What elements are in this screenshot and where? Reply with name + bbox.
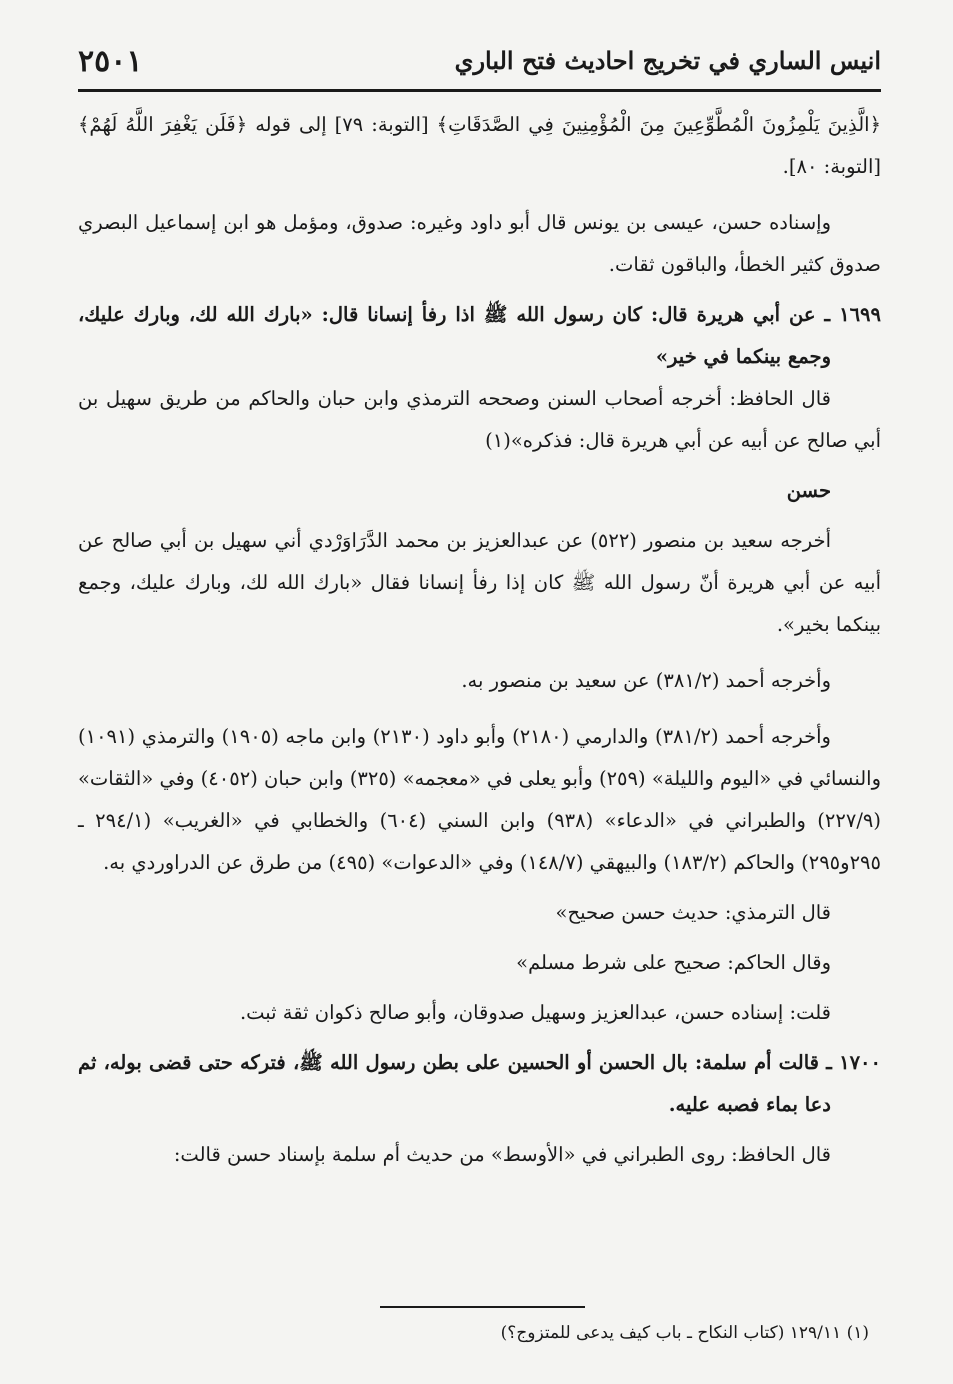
author-verdict: قلت: إسناده حسن، عبدالعزيز وسهيل صدوقان، وأبو صالح ذكوان ثقة ثبت.	[239, 1001, 831, 1024]
tirmidhi-verdict: قال الترمذي: حديث حسن صحيح»	[555, 901, 831, 924]
page-header	[78, 40, 881, 80]
hafiz-comment-1699: قال الحافظ: أخرجه أصحاب السنن وصححه الترمذي وابن حبان والحاكم من طريق سهيل بن أبي صالح عن أبيه عن أبي هريرة قال: فذكره»(١)	[78, 387, 881, 452]
hadith-1700: ١٧٠٠ ـ قالت أم سلمة: بال الحسن أو الحسين على بطن رسول الله ﷺ، فتركه حتى قضى بوله، ثم دعا بماء فصبه عليه.	[78, 1051, 881, 1116]
running-title: انيس الساري في تخريج احاديث فتح الباري	[454, 46, 881, 75]
takhrij-paragraph-3: وأخرجه أحمد (٣٨١/٢) والدارمي (٢١٨٠) وأبو داود (٢١٣٠) وابن ماجه (١٩٠٥) والترمذي (١٠٩١) والنسائي في «اليوم والليلة» (٢٥٩) وأبو يعلى في «معجمه» (٣٢٥) وابن حبان (٤٠٥٢) وفي «الثقات» (٢٢٧/٩) والطبراني في «الدعاء» (٩٣٨) وابن السني (٦٠٤) والخطابي في «الغريب» (٢٩٤/١ ـ ٢٩٥و٢٩٥) والحاكم (١٨٣/٢) والبيهقي (١٤٨/٧) وفي «الدعوات» (٤٩٥) من طرق عن الدراوردي به.	[78, 725, 881, 874]
hafiz-comment-1700: قال الحافظ: روى الطبراني في «الأوسط» من حديث أم سلمة بإسناد حسن قالت:	[173, 1143, 831, 1166]
page-number: ٢٥٠١	[78, 44, 143, 79]
takhrij-paragraph-1: أخرجه سعيد بن منصور (٥٢٢) عن عبدالعزيز بن محمد الدَّرَاوَرْدي أني سهيل بن أبي صالح عن أبيه عن أبي هريرة أنّ رسول الله ﷺ كان إذا رفأ إنسانا فقال «بارك الله لك، وبارك عليك، وجمع بينكما بخير».	[78, 529, 881, 636]
takhrij-paragraph-2: وأخرجه أحمد (٣٨١/٢) عن سعيد بن منصور به.	[461, 669, 831, 692]
footnote: (١) ١٢٩/١١ (كتاب النكاح ـ باب كيف يدعى للمتزوج؟)	[500, 1323, 869, 1343]
page-body	[78, 104, 881, 1176]
quran-verse-paragraph: ﴿الَّذِينَ يَلْمِزُونَ الْمُطَّوِّعِينَ مِنَ الْمُؤْمِنِينَ فِي الصَّدَقَاتِ﴾ [التوبة: ٧٩] إلى قوله ﴿فَلَن يَغْفِرَ اللَّهُ لَهُمْ﴾ [التوبة: ٨٠].	[78, 113, 882, 178]
hadith-1699: ١٦٩٩ ـ عن أبي هريرة قال: كان رسول الله ﷺ اذا رفأ إنسانا قال: «بارك الله لك، وبارك عليك، وجمع بينكما في خير»	[78, 303, 881, 368]
grade-heading: حسن	[786, 479, 831, 502]
header-rule	[78, 89, 881, 92]
isnad-paragraph: وإسناده حسن، عيسى بن يونس قال أبو داود وغيره: صدوق، ومؤمل هو ابن إسماعيل البصري صدوق كثير الخطأ، والباقون ثقات.	[78, 211, 881, 276]
hakim-verdict: وقال الحاكم: صحيح على شرط مسلم»	[516, 951, 831, 974]
footnote-rule	[380, 1306, 585, 1308]
